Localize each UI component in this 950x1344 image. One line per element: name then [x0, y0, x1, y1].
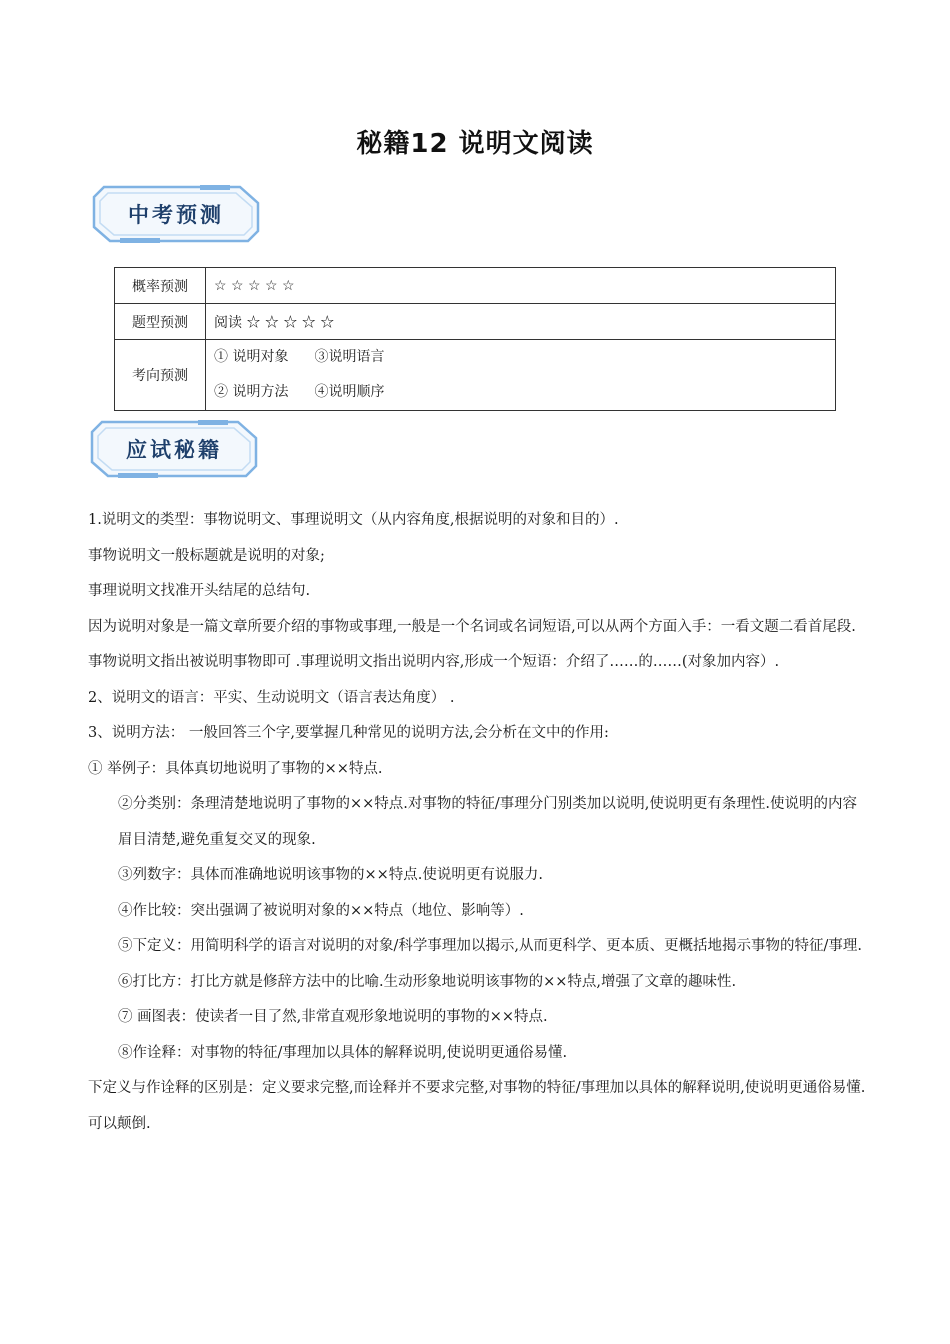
- probability-value: ☆ ☆ ☆ ☆ ☆: [206, 268, 836, 304]
- direction-item: ② 说明方法: [214, 384, 289, 400]
- paragraph: ④作比较：突出强调了被说明对象的××特点（地位、影响等）.: [118, 902, 524, 919]
- secrets-badge: [88, 418, 260, 480]
- table-row: [115, 268, 836, 304]
- direction-item: ③说明语言: [314, 349, 385, 365]
- paragraph: 事理说明文找准开头结尾的总结句.: [88, 583, 311, 599]
- paragraph: ⑤下定义：用简明科学的语言对说明的对象/科学事理加以揭示,从而更科学、更本质、更概括地揭示事物的特征/事理.: [118, 938, 862, 954]
- paragraph: ⑦ 画图表：使读者一目了然,非常直观形象地说明的事物的××特点.: [118, 1009, 548, 1025]
- question-type-value: 阅读 ☆ ☆ ☆ ☆ ☆: [206, 304, 836, 340]
- paragraph: ③列数字：具体而准确地说明该事物的××特点.使说明更有说服力.: [118, 867, 544, 883]
- forecast-badge-label: 中考预测: [128, 203, 224, 227]
- paragraph: ① 举例子：具体真切地说明了事物的××特点.: [88, 760, 383, 777]
- paragraph: ②分类别：条理清楚地说明了事物的××特点.对事物的特征/事理分门别类加以说明,使说明更有条理性.使说明的内容眉目清楚,避免重复交叉的现象.: [118, 796, 858, 848]
- direction-line: [214, 340, 827, 375]
- direction-line: [214, 375, 827, 410]
- question-type-label: 题型预测: [115, 304, 206, 340]
- secrets-badge-label: 应试秘籍: [126, 438, 222, 462]
- direction-item: ① 说明对象: [214, 349, 289, 365]
- direction-label: 考向预测: [115, 340, 206, 411]
- paragraph: ⑥打比方：打比方就是修辞方法中的比喻.生动形象地说明该事物的××特点,增强了文章的趣味性.: [118, 973, 737, 990]
- page-title: 秘籍12 说明文阅读: [356, 129, 594, 159]
- paragraph: 因为说明对象是一篇文章所要介绍的事物或事理,一般是一个名词或名词短语,可以从两个方面入手：一看文题二看首尾段.事物说明文指出被说明事物即可 .事理说明文指出说明内容,形成一个短语：介绍了……的……(对象加内容）.: [88, 618, 856, 670]
- direction-item: ④说明顺序: [314, 384, 385, 400]
- forecast-table: [114, 267, 836, 411]
- paragraph: 下定义与作诠释的区别是：定义要求完整,而诠释并不要求完整,对事物的特征/事理加以具体的解释说明,使说明更通俗易懂.可以颠倒.: [88, 1080, 866, 1132]
- paragraph: 1.说明文的类型：事物说明文、事理说明文（从内容角度,根据说明的对象和目的）.: [88, 512, 619, 528]
- probability-label: 概率预测: [115, 268, 206, 304]
- paragraph: 2、说明文的语言：平实、生动说明文（语言表达角度） .: [88, 689, 455, 706]
- table-row: [115, 304, 836, 340]
- paragraph: 事物说明文一般标题就是说明的对象;: [88, 547, 325, 564]
- paragraph: ⑧作诠释：对事物的特征/事理加以具体的解释说明,使说明更通俗易懂.: [118, 1044, 568, 1061]
- table-row: [115, 340, 836, 411]
- forecast-badge: [90, 183, 262, 245]
- direction-value: [206, 340, 836, 411]
- body-text: [88, 503, 868, 1142]
- paragraph: 3、说明方法： 一般回答三个字,要掌握几种常见的说明方法,会分析在文中的作用:: [88, 725, 609, 741]
